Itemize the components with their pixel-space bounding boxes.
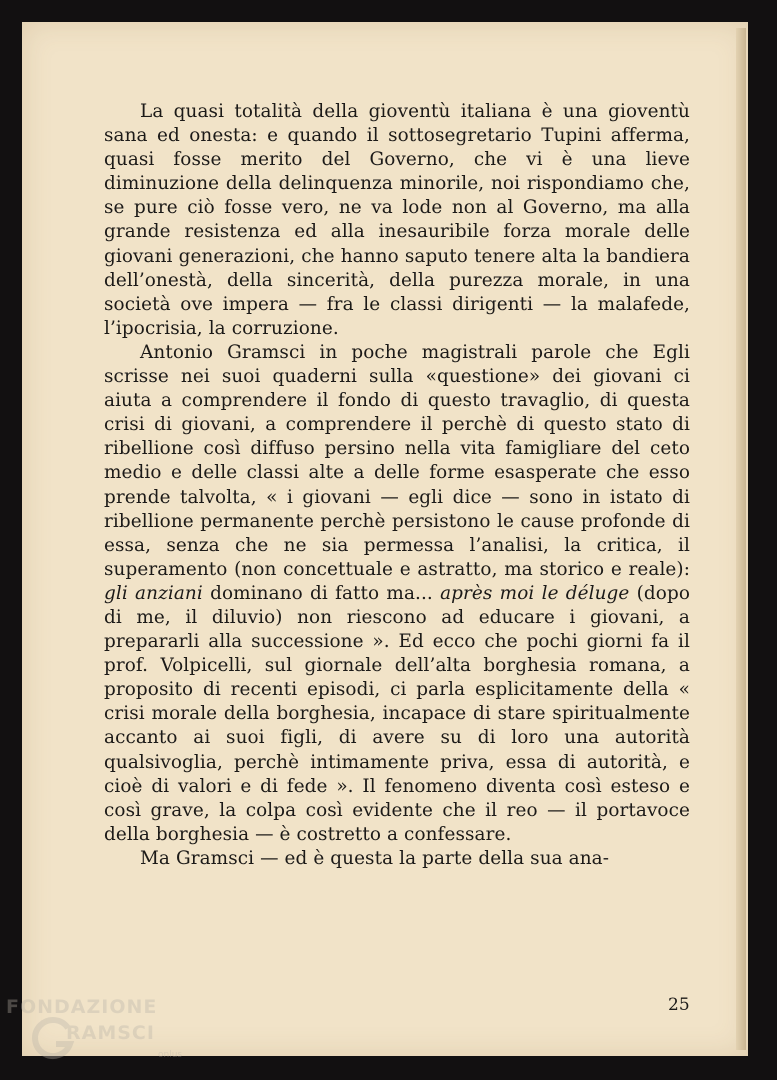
watermark-line-1: FONDAZIONE [6, 996, 158, 1018]
watermark-line-2: RAMSCI [66, 1022, 155, 1044]
watermark-logo [0, 992, 200, 1072]
paragraph-1: La quasi totalità della gioventù italiana è una gioventù sana ed onesta: e quando il sottosegretario Tupini afferma, quasi fosse merito del Governo, che vi è una lieve diminuzione della delinquenza minorile, noi rispondiamo che, se pure ciò fosse vero, ne va lode non al Governo, ma alla grande resistenza ed alla inesauribile forza morale delle giovani generazioni, che hanno saputo tenere alta la bandiera dell’onestà, della sincerità, della purezza morale, in una società ove impera — fra le classi dirigenti — la malafede, l’ipocrisia, la corruzione. [104, 101, 690, 339]
italic-phrase-deluge: après moi le déluge [440, 582, 630, 604]
italic-phrase-anziani: gli anziani [104, 582, 203, 604]
paragraph-3: Ma Gramsci — ed è questa la parte della sua ana- [140, 847, 610, 869]
paragraph-2-part-3: (dopo di me, il diluvio) non riescono ad educare i giovani, a prepararli alla successione ». Ed ecco che pochi giorni fa il prof. Volpicelli, sul giornale dell’alta borghesia romana, a proposito di recenti episodi, ci parla esplicitamente della « crisi morale della borghesia, incapace di stare spiritualmente accanto ai suoi figli, di avere su di loro una autorità qualsivoglia, perchè intimamente priva, essa di autorità, e cioè di valori e di fede ». Il fenomeno diventa così esteso e così grave, la colpa così evidente che il reo — il portavoce della borghesia — è costretto a confessare. [104, 582, 691, 845]
paragraph-2-part-1: Antonio Gramsci in poche magistrali parole che Egli scrisse nei suoi quaderni sulla «questione» dei giovani ci aiuta a comprendere il fondo di questo travaglio, di questa crisi di giovani, a comprendere il perchè di questo stato di ribellione così diffuso persino nella vita famigliare del ceto medio e delle classi alte a delle forme esasperate che esso prende talvolta, « i giovani — egli dice — sono in istato di ribellione permanente perchè persistono le cause profonde di essa, senza che ne sia permessa l’analisi, la critica, il superamento (non concettuale e astratto, ma storico e reale): [104, 341, 690, 580]
page-edge [736, 28, 746, 1050]
paragraph-2-part-2: dominano di fatto ma... [202, 582, 441, 604]
body-text [104, 100, 690, 871]
paragraph-2 [104, 341, 690, 847]
page-number: 25 [668, 995, 690, 1015]
watermark-suffix: onlus [158, 1050, 183, 1060]
